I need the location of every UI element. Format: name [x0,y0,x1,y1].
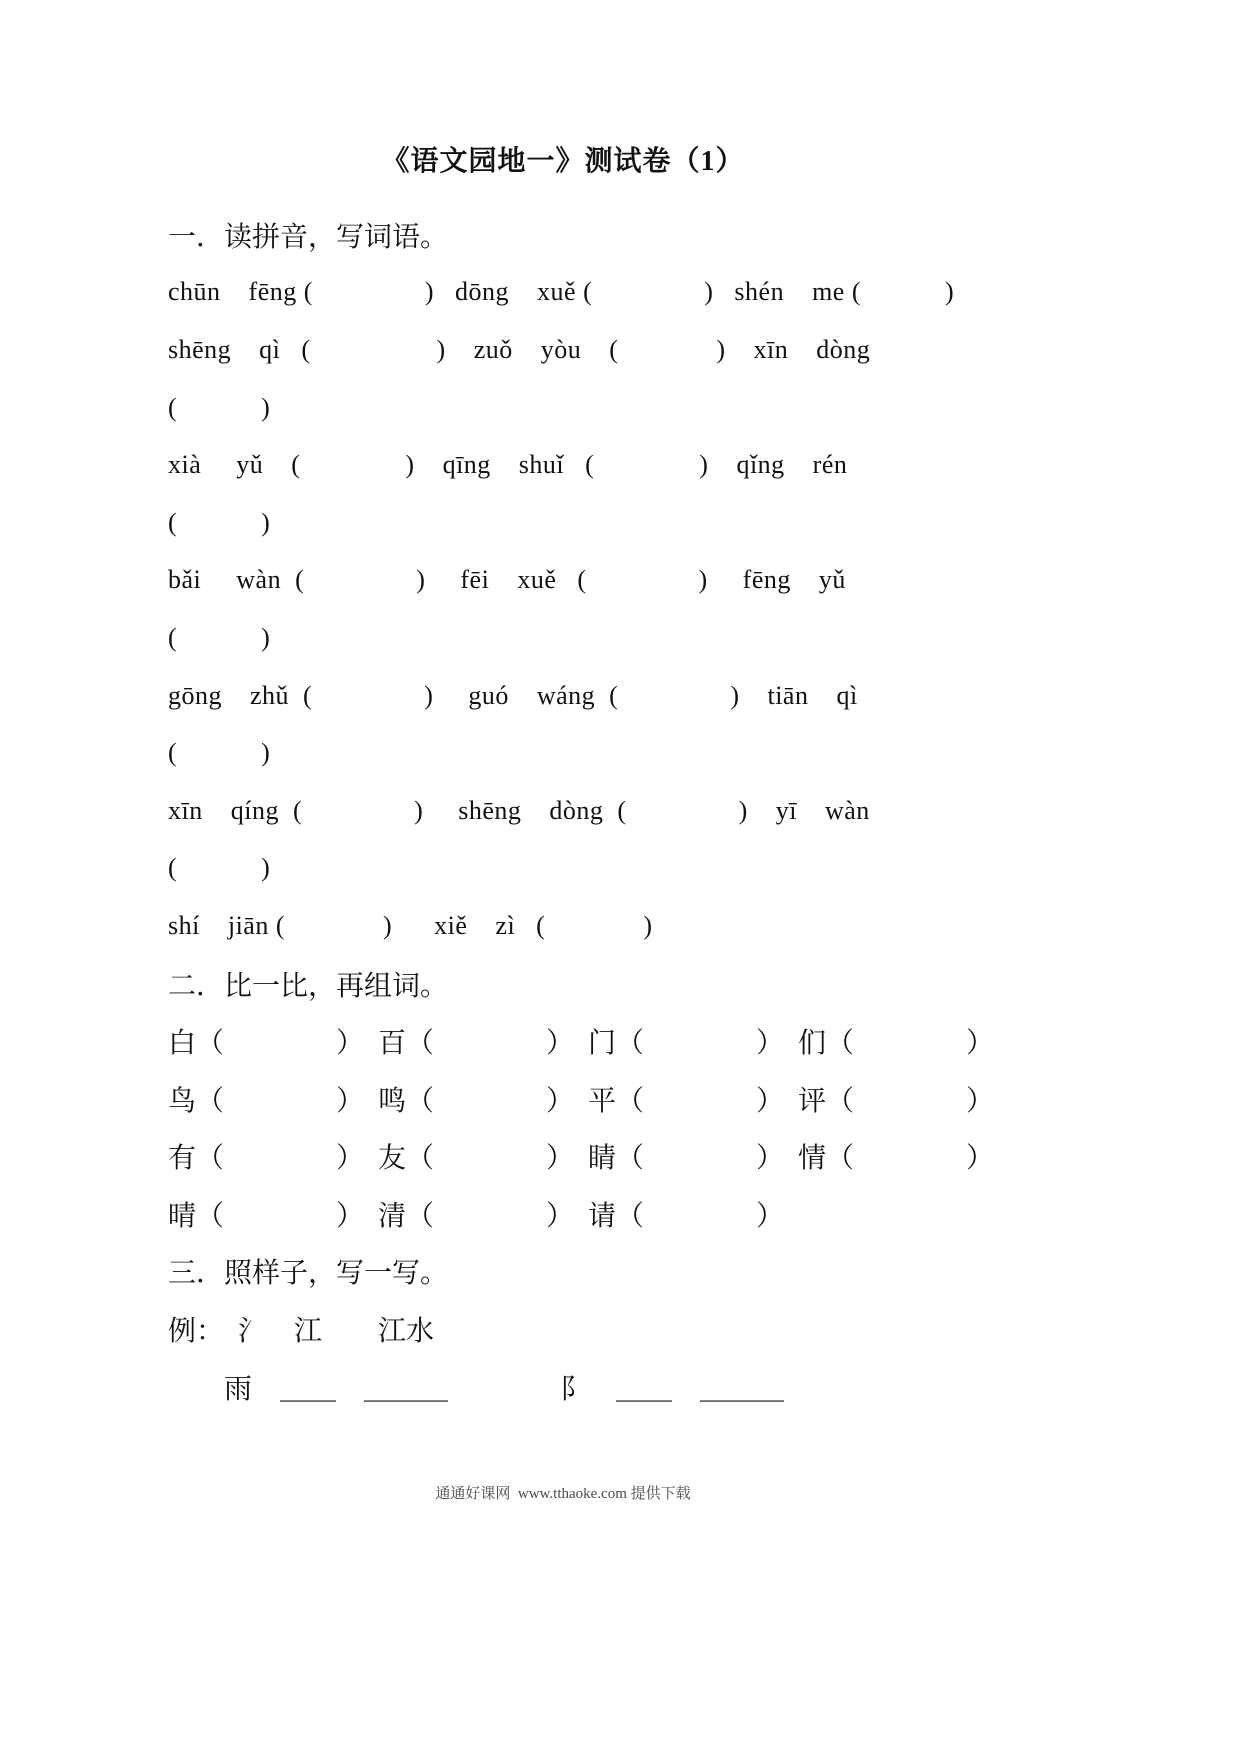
answer-parens-row-2: ( ) [168,507,271,537]
example-line: 例： 氵 江 江水 [168,1316,435,1348]
worksheet-content [168,140,995,1415]
compare-words-row-4: 晴（ ） 清（ ） 请（ ） [168,1200,785,1232]
page-title: 《语文园地一》测试卷（1） [381,146,745,177]
answer-parens-row-4: ( ) [168,738,271,768]
pinyin-row-6: xīn qíng ( ) shēng dòng ( ) yī wàn [168,795,870,825]
pinyin-row-4: bǎi wàn ( ) fēi xuě ( ) fēng yǔ [168,565,846,595]
compare-words-row-1: 白（ ） 百（ ） 门（ ） 们（ ） [168,1028,995,1060]
pinyin-row-2: shēng qì ( ) zuǒ yòu ( ) xīn dòng [168,334,871,364]
answer-parens-row-1: ( ) [168,392,271,422]
compare-words-row-2: 鸟（ ） 鸣（ ） 平（ ） 评（ ） [168,1085,995,1117]
footer-text: 通通好课网 www.tthaoke.com 提供下载 [435,1486,691,1502]
answer-parens-row-5: ( ) [168,853,271,883]
pinyin-row-5: gōng zhǔ ( ) guó wáng ( ) tiān qì [168,680,858,710]
pinyin-row-3: xià yǔ ( ) qīng shuǐ ( ) qǐng rén [168,450,848,480]
compare-words-row-3: 有（ ） 友（ ） 睛（ ） 情（ ） [168,1143,995,1175]
section3-heading: 三．照样子，写一写。 [168,1258,449,1290]
pinyin-row-1: chūn fēng ( ) dōng xuě ( ) shén me ( ) [168,277,955,307]
answer-parens-row-3: ( ) [168,622,271,652]
section1-heading: 一．读拼音，写词语。 [168,221,449,253]
pinyin-row-7: shí jiān ( ) xiě zì ( ) [168,910,653,940]
section2-heading: 二．比一比，再组词。 [168,970,449,1002]
practice-line: 雨 ＿＿ ＿＿＿ 阝 ＿＿ ＿＿＿ [168,1373,785,1405]
